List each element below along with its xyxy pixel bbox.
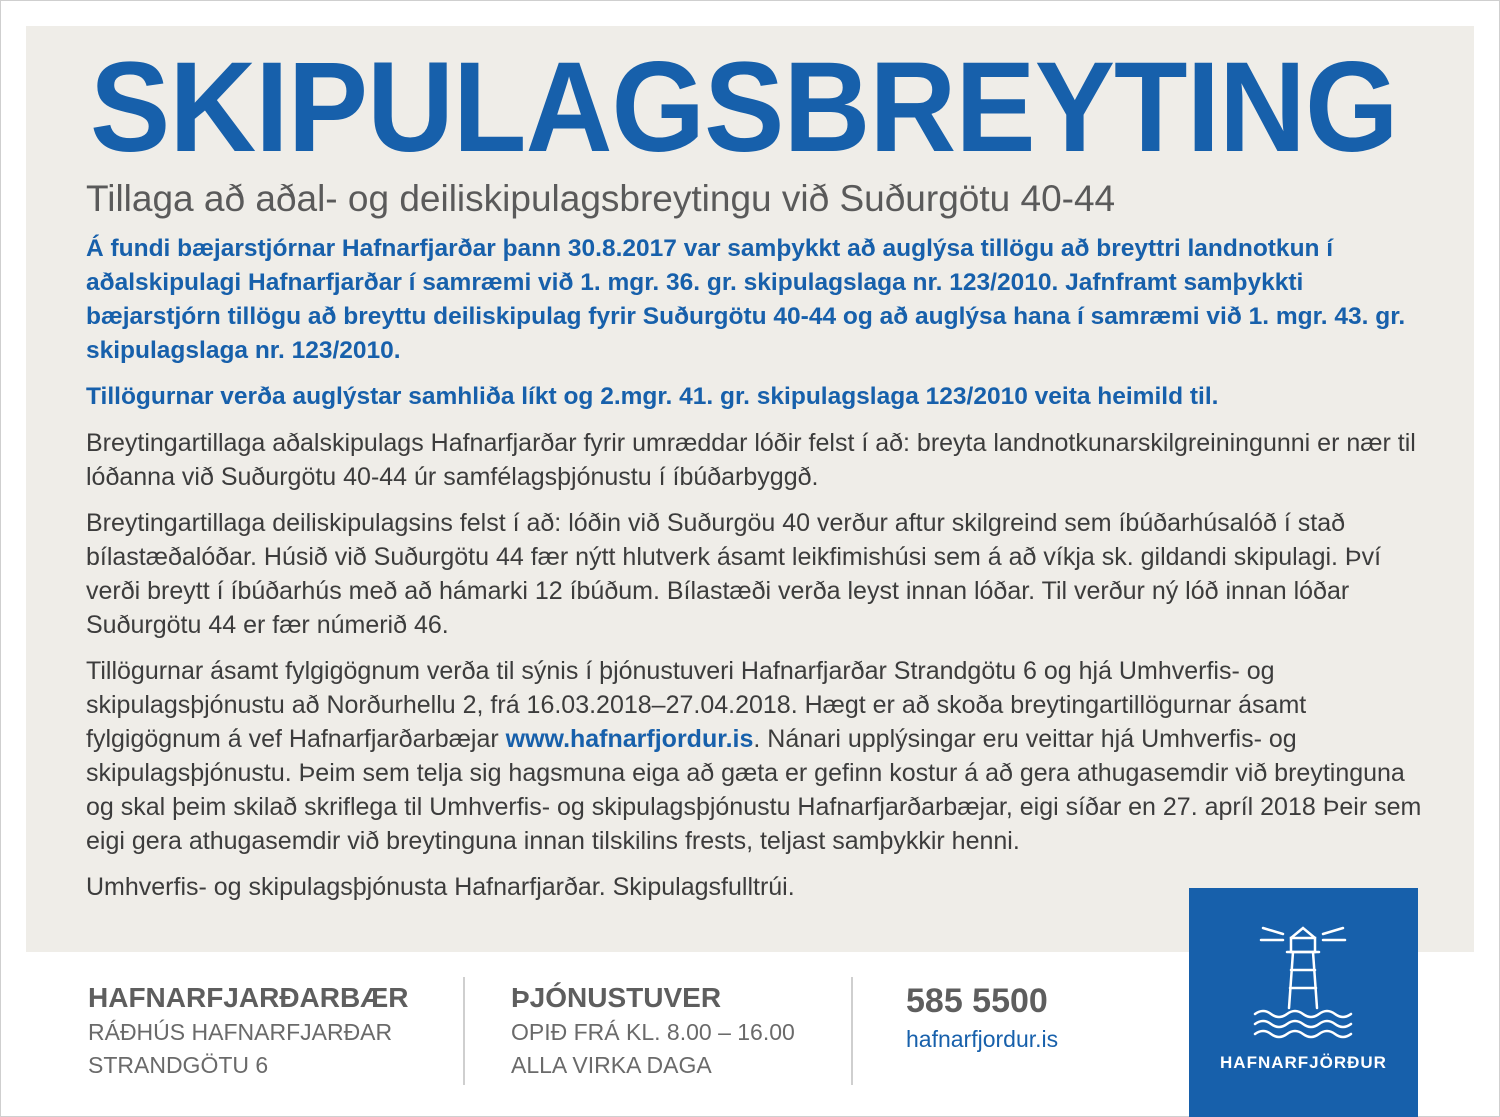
paragraph-detail-plan: Breytingartillaga deiliskipulagsins felst í að: lóðin við Suðurgöu 40 verður aftur skilgreind sem íbúðarhúsalóð í stað bílastæðalóðar. Húsið við Suðurgötu 44 fær nýtt hlutverk ásamt leikfimishúsi sem á að víkja sk. gildandi skipulagi. Því verði breytt í íbúðarhús með að hámarki 12 íbúðum. Bílastæði verða leyst innan lóðar. Til verður ný lóð innan lóðar Suðurgötu 44 er fær númerið 46.: [86, 509, 1382, 639]
footer-service-center: [511, 980, 795, 1082]
footer-municipality-line2: STRANDGÖTU 6: [88, 1052, 269, 1078]
subtitle: Tillaga að aðal- og deiliskipulagsbreytingu við Suðurgötu 40-44: [86, 178, 1116, 219]
headline: SKIPULAGSBREYTING: [90, 36, 1398, 179]
lead-paragraph-2: Tillögurnar verða auglýstar samhliða líkt og 2.mgr. 41. gr. skipulagslaga 123/2010 veita heimild til.: [86, 383, 1219, 410]
notice-body: [86, 232, 1436, 916]
footer-municipality: [88, 980, 408, 1082]
footer-contact: [906, 980, 1058, 1056]
logo-text: HAFNARFJÖRÐUR: [1220, 1053, 1387, 1072]
footer-divider: [463, 977, 465, 1085]
phone-number[interactable]: 585 5500: [906, 982, 1048, 1020]
paragraph-exhibition-text: Tillögurnar ásamt fylgigögnum verða til sýnis í þjónustuveri Hafnarfjarðar Strandgötu 6 og hjá Umhverfis- og skipulagsþjónustu að Norðurhellu 2, frá 16.03.2018–27.04.2018. Hægt er að skoða breytingartillögurnar ásamt fylgigögnum á vef Hafnarfjarðarbæjar: [86, 657, 1307, 753]
paragraph-exhibition-text-end: . Nánari upplýsingar eru veittar hjá Umhverfis- og skipulagsþjónustu. Þeim sem telja sig hagsmuna eiga að gæta er gefinn kostur á að gera athugasemdir við breytinguna og skal þeim skilað skriflega til Umhverfis- og skipulagsþjónustu Hafnarfjarðarbæjar, eigi síðar en 27. apríl 2018 Þeir sem eigi gera athugasemdir við breytinguna innan tilskilins frests, teljast samþykkir henni.: [86, 725, 1422, 855]
paragraph-main-plan: Breytingartillaga aðalskipulags Hafnarfjarðar fyrir umræddar lóðir felst í að: breyta landnotkunarskilgreiningunni er nær til lóðanna við Suðurgötu 40-44 úr samfélagsþjónustu í íbúðarbyggð.: [86, 429, 1416, 491]
footer-service-days: ALLA VIRKA DAGA: [511, 1052, 712, 1078]
hafnarfjordur-logo: [1189, 888, 1418, 1117]
paragraph-exhibition: [86, 654, 1436, 858]
lead-paragraph: Á fundi bæjarstjórnar Hafnarfjarðar þann 30.8.2017 var samþykkt að auglýsa tillögu að breyttri landnotkun í aðalskipulagi Hafnarfjarðar í samræmi við 1. mgr. 36. gr. skipulagslaga nr. 123/2010. Jafnframt samþykkti bæjarstjórn tillögu að breyttu deiliskipulag fyrir Suðurgötu 40-44 og að auglýsa hana í samræmi við 1. mgr. 43. gr. skipulagslaga nr. 123/2010.: [86, 235, 1406, 364]
footer-municipality-line1: RÁÐHÚS HAFNARFJARÐAR: [88, 1019, 393, 1045]
lighthouse-icon: [1253, 918, 1353, 1043]
footer-service-hours: OPIÐ FRÁ KL. 8.00 – 16.00: [511, 1019, 795, 1045]
footer-service-title: ÞJÓNUSTUVER: [511, 982, 722, 1013]
signature: Umhverfis- og skipulagsþjónusta Hafnarfjarðar. Skipulagsfulltrúi.: [86, 873, 795, 901]
footer-website-link[interactable]: hafnarfjordur.is: [906, 1026, 1059, 1052]
footer-municipality-title: HAFNARFJARÐARBÆR: [88, 982, 409, 1013]
website-link[interactable]: www.hafnarfjordur.is: [505, 725, 754, 753]
footer-divider: [851, 977, 853, 1085]
